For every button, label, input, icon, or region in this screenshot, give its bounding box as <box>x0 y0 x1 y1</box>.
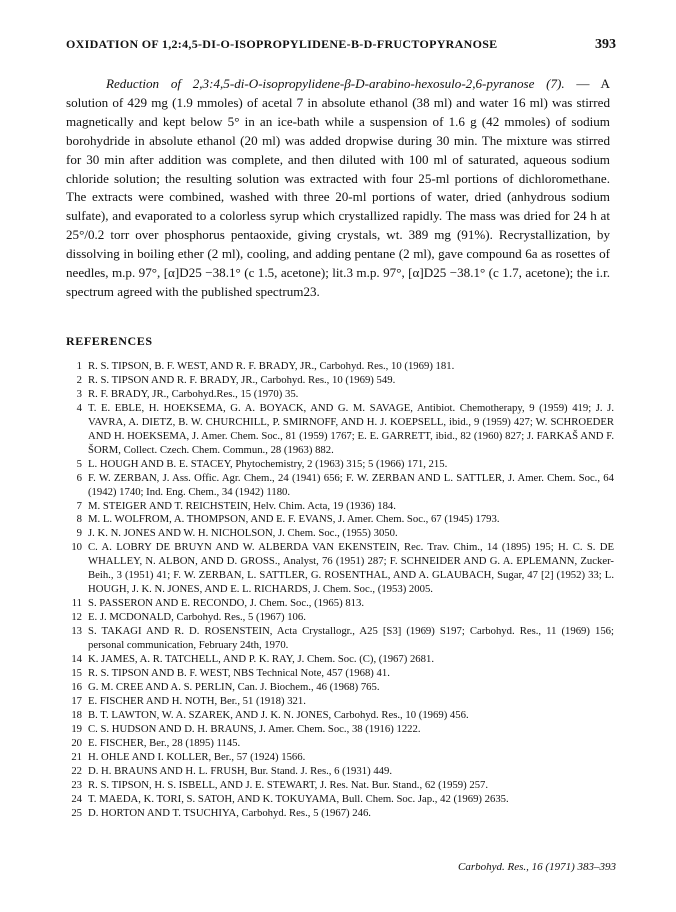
reference-item <box>70 513 614 527</box>
reference-number: 17 <box>71 694 82 707</box>
reference-number: 22 <box>71 764 82 777</box>
reference-number: 19 <box>71 722 82 735</box>
reference-number: 21 <box>71 750 82 763</box>
reference-text: L. HOUGH AND B. E. STACEY, Phytochemistry, 2 (1963) 315; 5 (1966) 171, 215. <box>88 457 448 470</box>
reference-item <box>70 695 614 709</box>
reference-item <box>70 374 614 388</box>
reference-number: 8 <box>76 513 82 526</box>
reference-number: 3 <box>76 387 82 400</box>
reference-item <box>70 765 614 779</box>
references-heading: REFERENCES <box>66 334 153 348</box>
reference-text: E. FISCHER, Ber., 28 (1895) 1145. <box>88 736 241 749</box>
reference-item <box>70 737 614 751</box>
reference-text: S. TAKAGI AND R. D. ROSENSTEIN, Acta Crystallogr., A25 [S3] (1969) S197; Carbohyd. Res., 11 (1969) 156; personal communication, February 24th, 1970. <box>88 625 614 652</box>
reference-item <box>70 667 614 681</box>
reference-number: 2 <box>76 373 82 386</box>
reference-text: D. HORTON AND T. TSUCHIYA, Carbohyd. Res., 5 (1967) 246. <box>88 806 371 819</box>
journal-footer: Carbohyd. Res., 16 (1971) 383–393 <box>458 861 616 873</box>
reference-item <box>70 625 614 653</box>
reference-number: 13 <box>71 625 82 638</box>
reference-item <box>70 709 614 723</box>
reference-text: M. STEIGER AND T. REICHSTEIN, Helv. Chim. Acta, 19 (1936) 184. <box>88 499 396 512</box>
reference-text: E. FISCHER AND H. NOTH, Ber., 51 (1918) 321. <box>88 694 306 707</box>
reference-number: 18 <box>71 708 82 721</box>
reference-item <box>70 458 614 472</box>
reference-number: 15 <box>71 666 82 679</box>
reference-text: R. S. TIPSON AND R. F. BRADY, JR., Carbohyd. Res., 10 (1969) 549. <box>88 373 396 386</box>
page-number: 393 <box>595 37 616 52</box>
reference-text: R. S. TIPSON, B. F. WEST, AND R. F. BRADY, JR., Carbohyd. Res., 10 (1969) 181. <box>88 360 455 372</box>
reference-item <box>70 402 614 458</box>
reference-text: F. W. ZERBAN, J. Ass. Offic. Agr. Chem., 24 (1941) 656; F. W. ZERBAN AND L. SATTLER, J. Amer. Chem. Soc., 64 (1942) 1740; Ind. Eng. Chem., 34 (1942) 1180. <box>88 471 614 498</box>
reference-item <box>70 360 614 374</box>
reference-number: 20 <box>71 736 82 749</box>
reference-text: R. S. TIPSON AND B. F. WEST, NBS Technical Note, 457 (1968) 41. <box>88 666 390 679</box>
reference-number: 10 <box>71 541 82 554</box>
reference-text: C. A. LOBRY DE BRUYN AND W. ALBERDA VAN EKENSTEIN, Rec. Trav. Chim., 14 (1895) 195; H. C. S. DE WHALLEY, N. ALBON, AND D. GROSS., Analyst, 76 (1951) 287; F. SCHNEIDER AND G. A. EPLEMANN, Zucker-Beih., 3 (1951) 41; F. W. ZERBAN, L. SATTLER, G. ROSENTHAL, AND A. GLAUBACH, Sugar, 47 [2] (1952) 33; L. HOUGH, J. K. N. JONES, AND E. L. RICHARDS, J. Chem. Soc., (1953) 2005. <box>88 541 614 596</box>
reference-text: G. M. CREE AND A. S. PERLIN, Can. J. Biochem., 46 (1968) 765. <box>88 680 380 693</box>
reference-number: 16 <box>71 680 82 693</box>
reference-number: 12 <box>71 611 82 624</box>
reference-text: E. J. MCDONALD, Carbohyd. Res., 5 (1967) 106. <box>88 611 306 624</box>
reference-item <box>70 723 614 737</box>
reference-number: 6 <box>76 471 82 484</box>
reference-text: M. L. WOLFROM, A. THOMPSON, AND E. F. EVANS, J. Amer. Chem. Soc., 67 (1945) 1793. <box>88 513 500 526</box>
reference-item <box>70 681 614 695</box>
reference-number: 11 <box>71 597 82 610</box>
reference-item <box>70 611 614 625</box>
running-title: OXIDATION OF 1,2:4,5-DI-O-ISOPROPYLIDENE-Β-D-FRUCTOPYRANOSE <box>66 37 498 51</box>
reference-item <box>70 597 614 611</box>
reference-number: 24 <box>71 792 82 805</box>
reference-text: H. OHLE AND I. KOLLER, Ber., 57 (1924) 1566. <box>88 750 306 763</box>
reference-number: 7 <box>76 499 82 512</box>
reference-number: 5 <box>76 457 82 470</box>
reference-number: 23 <box>71 778 82 791</box>
reference-item <box>70 793 614 807</box>
reference-text: T. E. EBLE, H. HOEKSEMA, G. A. BOYACK, AND G. M. SAVAGE, Antibiot. Chemotherapy, 9 (1959) 419; J. J. VAVRA, A. DIETZ, B. W. CHURCHILL, P. SMIRNOFF, AND H. J. KOEPSELL, ibid., 9 (1959) 427; W. SCHROEDER AND H. HOEKSEMA, J. Amer. Chem. Soc., 81 (1959) 1767; E. E. GARRETT, ibid., 82 (1960) 827; J. FARKAŠ AND F. ŠORM, Collect. Czech. Chem. Commun., 28 (1963) 882. <box>88 401 614 456</box>
reference-number: 9 <box>76 527 82 540</box>
reference-item <box>70 388 614 402</box>
reference-item <box>70 527 614 541</box>
reference-item <box>70 500 614 514</box>
reference-number: 25 <box>71 806 82 819</box>
reference-text: C. S. HUDSON AND D. H. BRAUNS, J. Amer. Chem. Soc., 38 (1916) 1222. <box>88 722 421 735</box>
reference-text: J. K. N. JONES AND W. H. NICHOLSON, J. Chem. Soc., (1955) 3050. <box>88 527 398 540</box>
experimental-paragraph <box>66 75 610 302</box>
references-list <box>70 360 614 820</box>
reference-text: R. F. BRADY, JR., Carbohyd.Res., 15 (1970) 35. <box>88 387 299 400</box>
reference-text: T. MAEDA, K. TORI, S. SATOH, AND K. TOKUYAMA, Bull. Chem. Soc. Jap., 42 (1969) 2635. <box>88 792 509 805</box>
reference-item <box>70 807 614 821</box>
page-header <box>66 37 616 59</box>
reference-number: 14 <box>71 653 82 666</box>
reference-item <box>70 541 614 597</box>
reference-number: 4 <box>76 401 82 414</box>
reference-text: D. H. BRAUNS AND H. L. FRUSH, Bur. Stand. J. Res., 6 (1931) 449. <box>88 764 393 777</box>
reference-item <box>70 751 614 765</box>
paragraph-text: — A solution of 429 mg (1.9 mmoles) of acetal 7 in absolute ethanol (38 ml) and water 16 ml) was stirred magnetically and kept below 5° in an ice-bath while a suspension of 1.6 g (42 mmoles) of sodium borohydride in absolute ethanol (20 ml) was added dropwise during 30 min. The mixture was stirred for 30 min after addition was complete, and then diluted with 100 ml of saturated, aqueous sodium chloride solution; the resulting solution was extracted with four 25-ml portions of dichloromethane. The extracts were combined, washed with three 20-ml portions of water, dried (anhydrous sodium sulfate), and evaporated to a colorless syrup which crystallized rapidly. The mass was dried for 24 h at 25°/0.2 torr over phosphorus pentaoxide, giving crystals, wt. 389 mg (91%). Recrystallization, by dissolving in boiling ether (2 ml), cooling, and adding pentane (2 ml), gave compound 6a as rosettes of needles, m.p. 97°, [α]D25 −38.1° (c 1.5, acetone); lit.3 m.p. 97°, [α]D25 −38.1° (c 1.7, acetone); the i.r. spectrum agreed with the published spectrum23. <box>66 76 610 299</box>
section-heading: Reduction of 2,3:4,5-di-O-isopropylidene-β-D-arabino-hexosulo-2,6-pyranose (7). <box>106 76 565 91</box>
reference-item <box>70 779 614 793</box>
reference-item <box>70 472 614 500</box>
reference-text: R. S. TIPSON, H. S. ISBELL, AND J. E. STEWART, J. Res. Nat. Bur. Stand., 62 (1959) 257. <box>88 778 489 791</box>
reference-item <box>70 653 614 667</box>
reference-text: S. PASSERON AND E. RECONDO, J. Chem. Soc., (1965) 813. <box>88 597 365 610</box>
reference-number: 1 <box>76 360 82 372</box>
reference-text: B. T. LAWTON, W. A. SZAREK, AND J. K. N. JONES, Carbohyd. Res., 10 (1969) 456. <box>88 708 469 721</box>
reference-text: K. JAMES, A. R. TATCHELL, AND P. K. RAY, J. Chem. Soc. (C), (1967) 2681. <box>88 653 435 666</box>
